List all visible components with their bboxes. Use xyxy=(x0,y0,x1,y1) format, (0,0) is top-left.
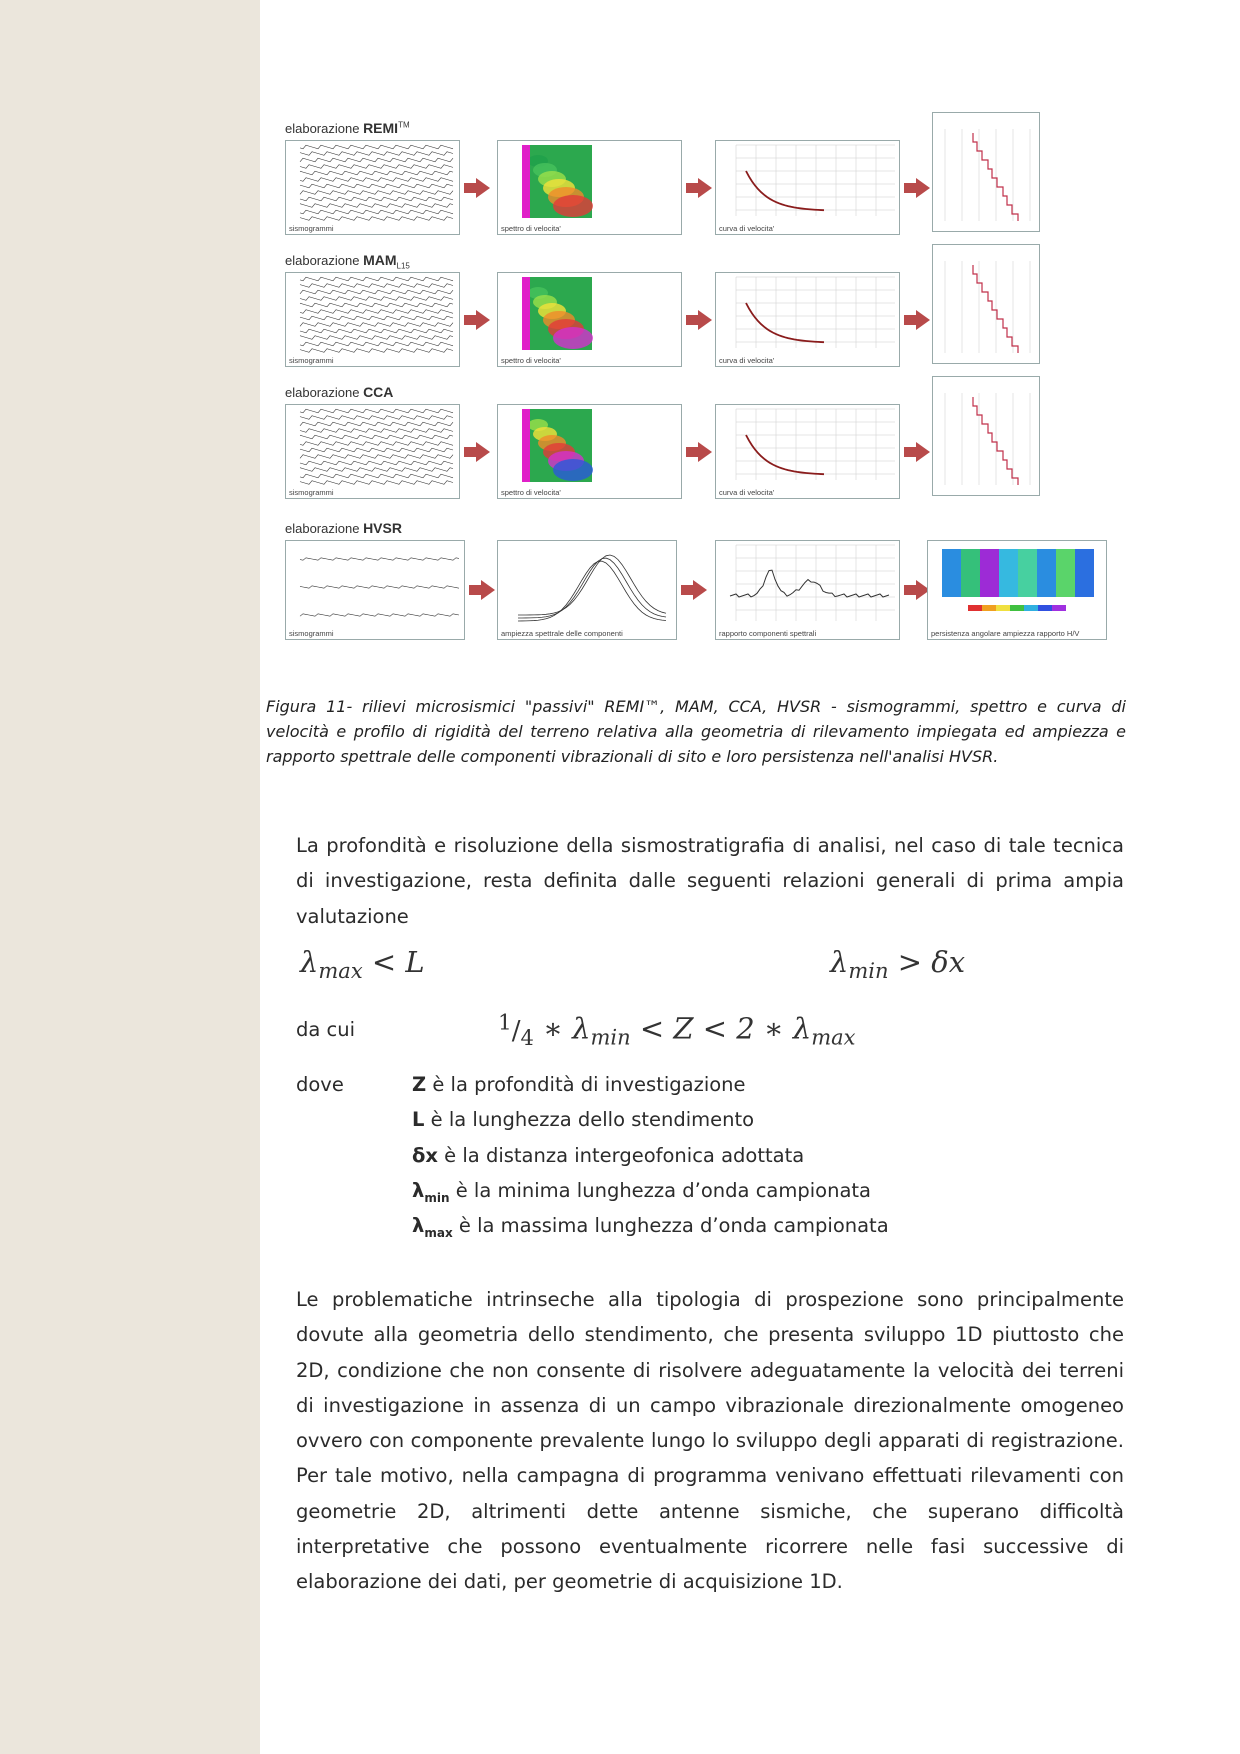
processing-title: elaborazione HVSR xyxy=(285,520,402,536)
dove-label: dove xyxy=(296,1073,344,1096)
seismogram-panel xyxy=(285,272,460,367)
seismogram-panel xyxy=(285,140,460,235)
definition-item: L è la lunghezza dello stendimento xyxy=(412,1108,755,1132)
formula-depth-range: $^1/_4$ ∗ $\lambda_{min} < Z < 2$ ∗ $\lambda_{max}$ xyxy=(498,1010,856,1050)
panel-caption: sismogrammi xyxy=(289,224,334,233)
panel-caption: curva di velocita' xyxy=(719,356,775,365)
formula-lambda-max: $\lambda_{max} < L$ xyxy=(300,945,425,983)
velocity-curve-panel xyxy=(715,272,900,367)
processing-title: elaborazione REMI™ xyxy=(285,120,410,136)
flow-arrow xyxy=(916,178,930,198)
panel-caption: ampiezza spettrale delle componenti xyxy=(501,629,623,638)
panel-caption: persistenza angolare ampiezza rapporto H/V xyxy=(931,629,1080,638)
flow-arrow xyxy=(476,310,490,330)
panel-caption: sismogrammi xyxy=(289,488,334,497)
formula-lambda-min: $\lambda_{min} > \delta x$ xyxy=(830,945,966,983)
velocity-curve-panel xyxy=(715,540,900,640)
flow-arrow xyxy=(693,580,707,600)
flow-arrow xyxy=(476,442,490,462)
processing-title: elaborazione CCA xyxy=(285,384,394,400)
flow-arrow xyxy=(698,178,712,198)
side-band xyxy=(0,0,260,1754)
velocity-curve-panel xyxy=(715,140,900,235)
definition-item: δx è la distanza intergeofonica adottata xyxy=(412,1143,805,1167)
profile-panel xyxy=(927,540,1107,640)
velocity-curve-panel xyxy=(715,404,900,499)
definition-item: $\lambda_{min}$ è la minima lunghezza d’onda campionata xyxy=(412,1178,871,1205)
panel-caption: spettro di velocita' xyxy=(501,224,561,233)
figure-11 xyxy=(285,120,1115,670)
panel-caption: spettro di velocita' xyxy=(501,356,561,365)
panel-caption: sismogrammi xyxy=(289,356,334,365)
seismogram-panel xyxy=(285,404,460,499)
panel-caption: curva di velocita' xyxy=(719,488,775,497)
spectrum-panel xyxy=(497,540,677,640)
flow-arrow xyxy=(698,442,712,462)
flow-arrow xyxy=(916,310,930,330)
seismogram-panel xyxy=(285,540,465,640)
da-cui-label: da cui xyxy=(296,1018,356,1041)
profile-panel xyxy=(932,112,1040,232)
profile-panel xyxy=(932,376,1040,496)
panel-caption: curva di velocita' xyxy=(719,224,775,233)
panel-caption: spettro di velocita' xyxy=(501,488,561,497)
flow-arrow xyxy=(476,178,490,198)
intro-paragraph: La profondità e risoluzione della sismostratigrafia di analisi, nel caso di tale tecnica di investigazione, resta definita dalle seguenti relazioni generali di prima ampia valutazione xyxy=(296,834,1124,928)
definition-item: $\lambda_{max}$ è la massima lunghezza d’onda campionata xyxy=(412,1214,889,1241)
flow-arrow xyxy=(481,580,495,600)
spectrum-panel xyxy=(497,404,682,499)
definition-item: Z è la profondità di investigazione xyxy=(412,1073,746,1096)
flow-arrow xyxy=(698,310,712,330)
panel-caption: sismogrammi xyxy=(289,629,334,638)
profile-panel xyxy=(932,244,1040,364)
spectrum-panel xyxy=(497,140,682,235)
figure-caption: Figura 11- rilievi microsismici "passivi" REMI™, MAM, CCA, HVSR - sismogrammi, spettro e curva di velocità e profilo di rigidità del terreno relativa alla geometria di rilevamento impiegata ed ampiezza e rapporto spettrale delle componenti vibrazionali di sito e loro persistenza nell'analisi HVSR. xyxy=(266,697,1126,766)
spectrum-panel xyxy=(497,272,682,367)
flow-arrow xyxy=(916,442,930,462)
problems-paragraph: Le problematiche intrinseche alla tipologia di prospezione sono principalmente dovute alla geometria dello stendimento, che presenta sviluppo 1D piuttosto che 2D, condizione che non consente di risolvere adeguatamente la velocità dei terreni di investigazione in assenza di un campo vibrazionale direzionalmente omogeneo ovvero con componente prevalente lungo lo sviluppo degli apparati di registrazione. Per tale motivo, nella campagna di programma venivano effettuati rilevamenti con geometrie 2D, altrimenti dette antenne sismiche, che superano difficoltà interpretative che possono eventualmente ricorrere nelle fasi successive di elaborazione dei dati, per geometrie di acquisizione 1D. xyxy=(296,1288,1124,1594)
panel-caption: rapporto componenti spettrali xyxy=(719,629,817,638)
processing-title: elaborazione $MAM_{L15}$ xyxy=(285,252,410,271)
